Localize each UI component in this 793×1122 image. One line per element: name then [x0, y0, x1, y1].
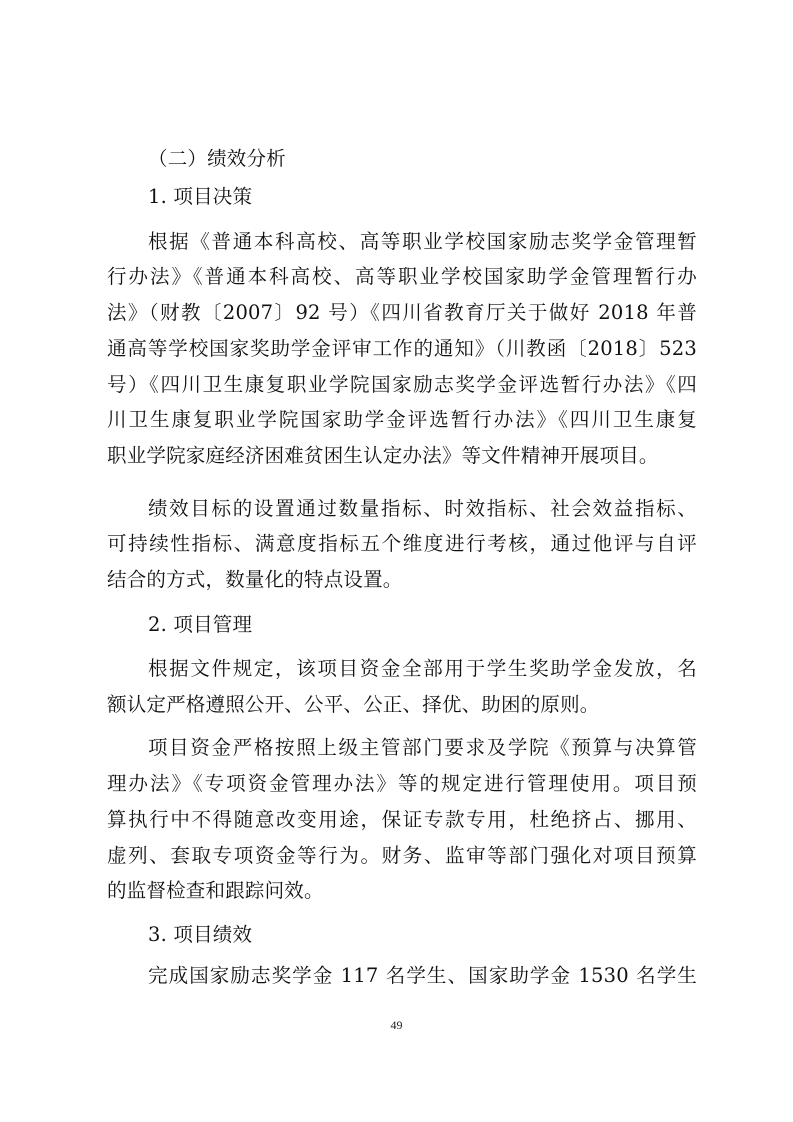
paragraph-line: 号）《四川卫生康复职业学院国家励志奖学金评选暂行办法》《四	[107, 373, 697, 396]
subsection-heading-management: 2. 项目管理	[148, 613, 253, 636]
subsection-heading-performance: 3. 项目绩效	[148, 923, 253, 946]
paragraph-line: 根据文件规定，该项目资金全部用于学生奖助学金发放，名	[148, 657, 697, 680]
paragraph-line: 算执行中不得随意改变用途，保证专款专用，杜绝挤占、挪用、	[107, 808, 697, 831]
paragraph-line: 行办法》《普通本科高校、高等职业学校国家助学金管理暂行办	[107, 265, 697, 288]
paragraph-line: 职业学院家庭经济困难贫困生认定办法》等文件精神开展项目。	[107, 444, 659, 467]
subsection-heading-decision: 1. 项目决策	[148, 185, 253, 208]
paragraph-line: 根据《普通本科高校、高等职业学校国家励志奖学金管理暂	[148, 230, 697, 253]
paragraph-line: 额认定严格遵照公开、公平、公正、择优、助困的原则。	[107, 693, 600, 716]
paragraph-line: 项目资金严格按照上级主管部门要求及学院《预算与决算管	[148, 736, 697, 759]
paragraph-line: 法》（财教〔2007〕92 号）《四川省教育厅关于做好 2018 年普	[107, 301, 697, 324]
paragraph-line: 绩效目标的设置通过数量指标、时效指标、社会效益指标、	[148, 497, 697, 520]
paragraph-line: 川卫生康复职业学院国家助学金评选暂行办法》《四川卫生康复	[107, 408, 697, 431]
paragraph-line: 虚列、套取专项资金等行为。财务、监审等部门强化对项目预算	[107, 844, 697, 867]
paragraph-line: 可持续性指标、满意度指标五个维度进行考核，通过他评与自评	[107, 532, 697, 555]
paragraph-line: 通高等学校国家奖助学金评审工作的通知》（川教函〔2018〕523	[107, 337, 697, 360]
section-heading: （二）绩效分析	[148, 147, 286, 170]
page-number: 49	[390, 1018, 403, 1032]
paragraph-line: 的监督检查和跟踪问效。	[107, 879, 324, 902]
paragraph-line: 结合的方式，数量化的特点设置。	[107, 568, 403, 591]
paragraph-line: 理办法》《专项资金管理办法》等的规定进行管理使用。项目预	[107, 772, 697, 795]
paragraph-line: 完成国家励志奖学金 117 名学生、国家助学金 1530 名学生	[148, 964, 697, 987]
